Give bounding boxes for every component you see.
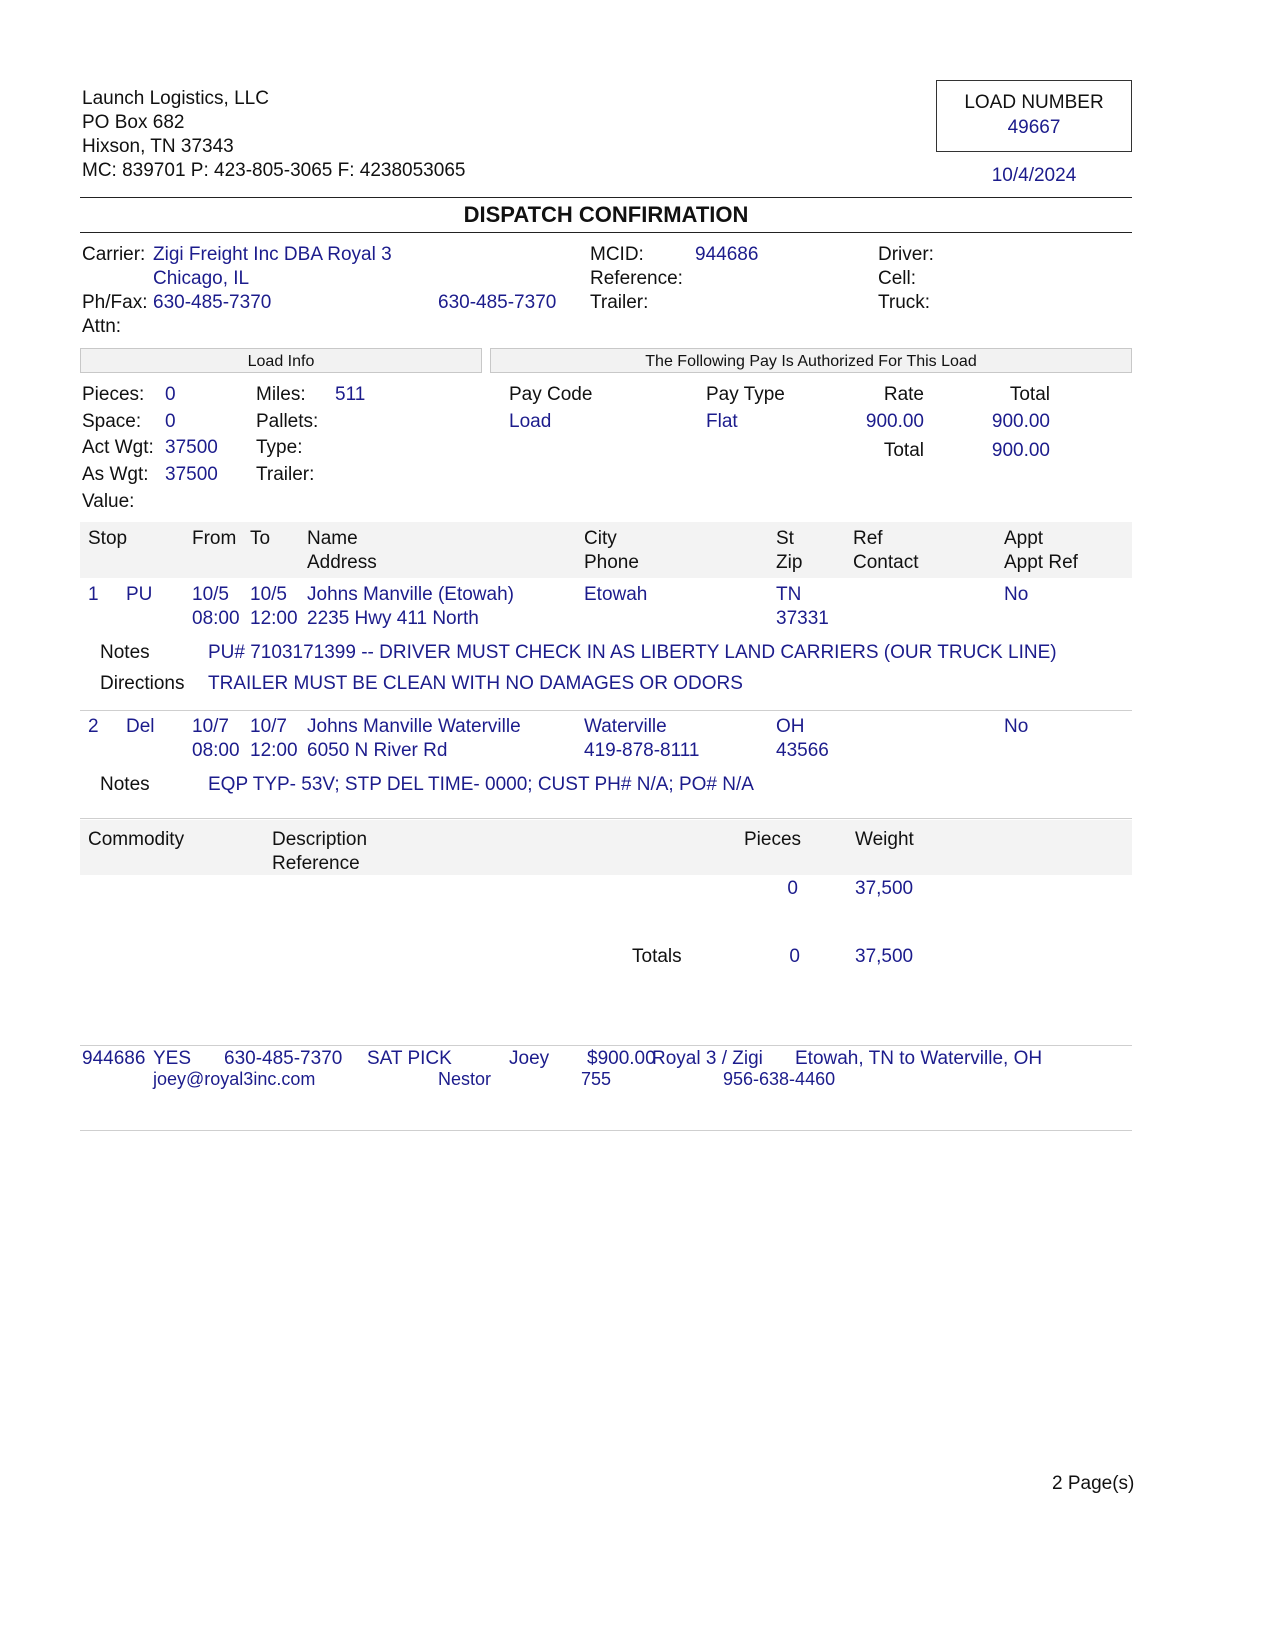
pay-type-header: Pay Type: [706, 384, 785, 405]
load-info-header: Load Info: [80, 348, 482, 373]
load-number-box: [936, 80, 1132, 152]
carrier-city: Chicago, IL: [153, 268, 250, 289]
commodity-weight-header: Weight: [855, 829, 914, 850]
miles-value: 511: [335, 384, 366, 405]
stop-appt: No: [1004, 584, 1029, 605]
stop-from-time: 08:00: [192, 608, 240, 629]
driver-label: Driver:: [878, 244, 934, 265]
pallets-label: Pallets:: [256, 411, 319, 432]
cell-label: Cell:: [878, 268, 917, 289]
footer-sat-pick: SAT PICK: [367, 1048, 452, 1069]
stop-state: TN: [776, 584, 802, 605]
stop-name: Johns Manville Waterville: [307, 716, 521, 737]
footer-amount: $900.00: [587, 1048, 656, 1069]
stop-zip: 37331: [776, 608, 829, 629]
stop-notes-label: Notes: [100, 642, 150, 663]
commodity-col-header: Commodity: [88, 829, 185, 850]
as-wgt-value: 37500: [165, 464, 218, 485]
stop-zip: 43566: [776, 740, 829, 761]
as-wgt-label: As Wgt:: [82, 464, 149, 485]
zip-col-header: Zip: [776, 552, 803, 573]
stop-directions-label: Directions: [100, 673, 185, 694]
commodity-header-band: [80, 820, 1132, 875]
title-rule-top: [80, 197, 1132, 198]
type-label: Type:: [256, 437, 303, 458]
miles-label: Miles:: [256, 384, 306, 405]
mcid-label: MCID:: [590, 244, 644, 265]
truck-label: Truck:: [878, 292, 931, 313]
st-col-header: St: [776, 528, 794, 549]
pieces-value: 0: [165, 384, 176, 405]
to-col-header: To: [250, 528, 271, 549]
attn-label: Attn:: [82, 316, 122, 337]
stop-name: Johns Manville (Etowah): [307, 584, 514, 605]
grand-total-value: 900.00: [991, 440, 1050, 461]
commodity-divider: [80, 818, 1132, 819]
totals-pieces: 0: [789, 946, 800, 967]
stop-col-header: Stop: [88, 528, 128, 549]
company-contact-line: MC: 839701 P: 423-805-3065 F: 4238053065: [82, 160, 466, 181]
reference-label: Reference:: [590, 268, 683, 289]
appt-ref-col-header: Appt Ref: [1004, 552, 1078, 573]
page-count: 2 Page(s): [1052, 1473, 1135, 1494]
load-trailer-label: Trailer:: [256, 464, 315, 485]
document-title: DISPATCH CONFIRMATION: [463, 202, 749, 227]
footer-carrier: Royal 3 / Zigi: [652, 1048, 763, 1069]
footer-contact-first: Joey: [509, 1048, 550, 1069]
ref-col-header: Ref: [853, 528, 883, 549]
stop-notes-label: Notes: [100, 774, 150, 795]
footer-contact-last: Nestor: [438, 1069, 492, 1089]
company-address-line2: Hixson, TN 37343: [82, 136, 234, 157]
stop-state: OH: [776, 716, 805, 737]
stop-address: 2235 Hwy 411 North: [307, 608, 479, 629]
pay-type-value: Flat: [706, 411, 738, 432]
totals-weight: 37,500: [855, 946, 914, 967]
stop-notes: PU# 7103171399 -- DRIVER MUST CHECK IN AS LIBERTY LAND CARRIERS (OUR TRUCK LINE): [208, 642, 1057, 663]
company-address-line1: PO Box 682: [82, 112, 185, 133]
stop-phone: 419-878-8111: [584, 740, 700, 761]
stop-to-date: 10/5: [250, 584, 287, 605]
load-number: 49667: [1007, 117, 1061, 138]
footer-yes: YES: [153, 1048, 192, 1069]
totals-label: Totals: [632, 946, 682, 967]
from-col-header: From: [192, 528, 237, 549]
description-col-header: Description: [272, 829, 368, 850]
phone-col-header: Phone: [584, 552, 639, 573]
act-wgt-label: Act Wgt:: [82, 437, 154, 458]
grand-total-label: Total: [883, 440, 924, 461]
reference-col-header: Reference: [272, 853, 360, 874]
footer-email: joey@royal3inc.com: [153, 1069, 316, 1089]
stop-city: Etowah: [584, 584, 648, 605]
stop-address: 6050 N River Rd: [307, 740, 448, 761]
load-number-label: LOAD NUMBER: [964, 92, 1104, 113]
load-date: 10/4/2024: [991, 165, 1077, 186]
space-value: 0: [165, 411, 176, 432]
stop-city: Waterville: [584, 716, 667, 737]
pieces-label: Pieces:: [82, 384, 145, 405]
total-header: Total: [1009, 384, 1050, 405]
space-label: Space:: [82, 411, 142, 432]
pay-code-value: Load: [509, 411, 552, 432]
footer-rule-top: [80, 1045, 1132, 1046]
company-name: Launch Logistics, LLC: [82, 88, 269, 109]
stop-kind: PU: [126, 584, 153, 605]
footer-code: 755: [581, 1069, 612, 1089]
stop-notes: EQP TYP- 53V; STP DEL TIME- 0000; CUST PH# N/A; PO# N/A: [208, 774, 754, 795]
stop-to-time: 12:00: [250, 740, 298, 761]
stop-directions: TRAILER MUST BE CLEAN WITH NO DAMAGES OR ODORS: [208, 673, 743, 694]
stop-from-date: 10/7: [192, 716, 229, 737]
mcid-value: 944686: [695, 244, 759, 265]
stop-to-time: 12:00: [250, 608, 298, 629]
carrier-fax: 630-485-7370: [438, 292, 557, 313]
carrier-phone: 630-485-7370: [153, 292, 272, 313]
stop-from-date: 10/5: [192, 584, 229, 605]
rate-header: Rate: [883, 384, 924, 405]
carrier-name: Zigi Freight Inc DBA Royal 3: [153, 244, 392, 265]
stop-kind: Del: [126, 716, 155, 737]
value-label: Value:: [82, 491, 135, 512]
city-col-header: City: [584, 528, 617, 549]
pay-header: The Following Pay Is Authorized For This Load: [490, 348, 1132, 373]
stop-appt: No: [1004, 716, 1029, 737]
pay-code-header: Pay Code: [509, 384, 593, 405]
total-value: 900.00: [991, 411, 1050, 432]
footer-lane: Etowah, TN to Waterville, OH: [795, 1048, 1043, 1069]
contact-col-header: Contact: [853, 552, 919, 573]
carrier-label: Carrier:: [82, 244, 146, 265]
stop-from-time: 08:00: [192, 740, 240, 761]
title-rule-bottom: [80, 232, 1132, 233]
appt-col-header: Appt: [1004, 528, 1044, 549]
footer-rule-bottom: [80, 1130, 1132, 1131]
carrier-trailer-label: Trailer:: [590, 292, 649, 313]
stop-number: 1: [88, 584, 99, 605]
footer-carrier-phone: 956-638-4460: [723, 1069, 836, 1089]
phfax-label: Ph/Fax:: [82, 292, 148, 313]
stop-to-date: 10/7: [250, 716, 287, 737]
act-wgt-value: 37500: [165, 437, 218, 458]
rate-value: 900.00: [865, 411, 924, 432]
stop-number: 2: [88, 716, 99, 737]
footer-phone: 630-485-7370: [224, 1048, 343, 1069]
address-col-header: Address: [307, 552, 377, 573]
name-col-header: Name: [307, 528, 358, 549]
stop-divider: [80, 710, 1132, 711]
commodity-pieces-header: Pieces: [744, 829, 802, 850]
commodity-pieces-value: 0: [787, 878, 798, 899]
commodity-weight-value: 37,500: [855, 878, 914, 899]
footer-mcid: 944686: [82, 1048, 146, 1069]
